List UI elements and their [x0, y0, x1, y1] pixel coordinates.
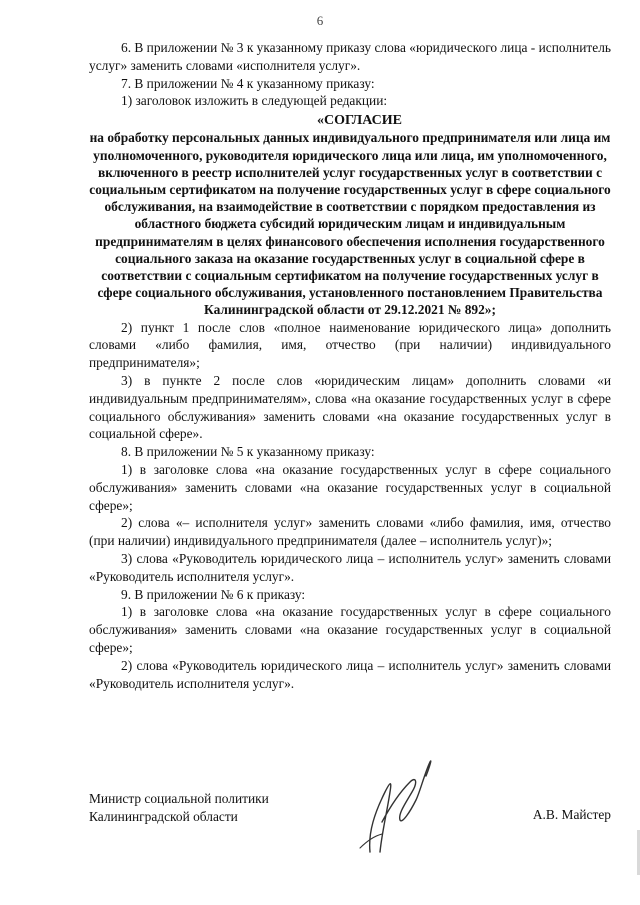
paragraph-8-item-1: 1) в заголовке слова «на оказание государственных услуг в сфере социального обслуживания» заменить словами «на оказание государственных услуг в социальной сфере»;: [89, 462, 611, 513]
paragraph-8-item-2: 2) слова «– исполнителя услуг» заменить словами «либо фамилия, имя, отчество (при наличии) индивидуального предпринимателя (далее – исполнитель услуг)»;: [89, 515, 611, 549]
paragraph-9-item-2: 2) слова «Руководитель юридического лица – исполнитель услуг» заменить словами «Руководитель исполнителя услуг».: [89, 657, 611, 691]
paragraph-6: 6. В приложении № 3 к указанному приказу слова «юридического лица - исполнитель услуг» заменить словами «исполнителя услуг».: [89, 40, 611, 73]
paragraph-8-item-3: 3) слова «Руководитель юридического лица – исполнитель услуг» заменить словами «Руководитель исполнителя услуг».: [89, 550, 611, 584]
paragraph-9: 9. В приложении № 6 к приказу:: [121, 586, 306, 602]
paragraph-8: 8. В приложении № 5 к указанному приказу:: [121, 444, 375, 460]
paragraph-7-item-3: 3) в пункте 2 после слов «юридическим лицам» дополнить словами «и индивидуальным предпринимателям», слова «на оказание государственных услуг в сфере социального обслуживания» заменить словами «на оказание государственных услуг в социальной сфере».: [89, 373, 611, 442]
page-number: 6: [316, 13, 324, 28]
consent-heading: [89, 112, 611, 318]
paragraph-9-item-1: 1) в заголовке слова «на оказание государственных услуг в сфере социального обслуживания» заменить словами «на оказание государственных услуг в социальной сфере»;: [89, 604, 611, 655]
paragraph-7-item-2: 2) пункт 1 после слов «полное наименование юридического лица» дополнить словами «либо фамилия, имя, отчество (при наличии) индивидуального предпринимателя»;: [89, 319, 611, 371]
signatory-name: А.В. Майстер: [532, 807, 611, 822]
signatory-position-line1: Министр социальной политики: [89, 791, 269, 806]
handwritten-signature: [330, 752, 450, 862]
paragraph-7: 7. В приложении № 4 к указанному приказу:: [121, 75, 375, 91]
consent-heading-title: «СОГЛАСИЕ: [317, 113, 402, 129]
signatory-position-line2: Калининградской области: [89, 809, 238, 824]
document-body: [89, 39, 611, 692]
paragraph-7-item-1: 1) заголовок изложить в следующей редакции:: [121, 93, 388, 109]
consent-heading-body: на обработку персональных данных индивидуального предпринимателя или лица им уполномоченного, руководителя юридического лица или лица, им уполномоченного, включенного в реестр исполнителей услуг государственных услуг в соответствии с социальным сертификатом на получение государственных услуг в сфере социального обслуживания, на взаимодействие в соответствии с порядком предоставления из областного бюджета субсидий юридическим лицам и индивидуальным предпринимателям в целях финансового обеспечения исполнения государственного социального заказа на оказание государственных услуг в социальной сфере в соответствии с социальным сертификатом на получение государственных услуг в сфере социального обслуживания, установленного постановлением Правительства Калининградской области от 29.12.2021 № 892»;: [89, 130, 611, 318]
signatory-position: [89, 790, 269, 826]
